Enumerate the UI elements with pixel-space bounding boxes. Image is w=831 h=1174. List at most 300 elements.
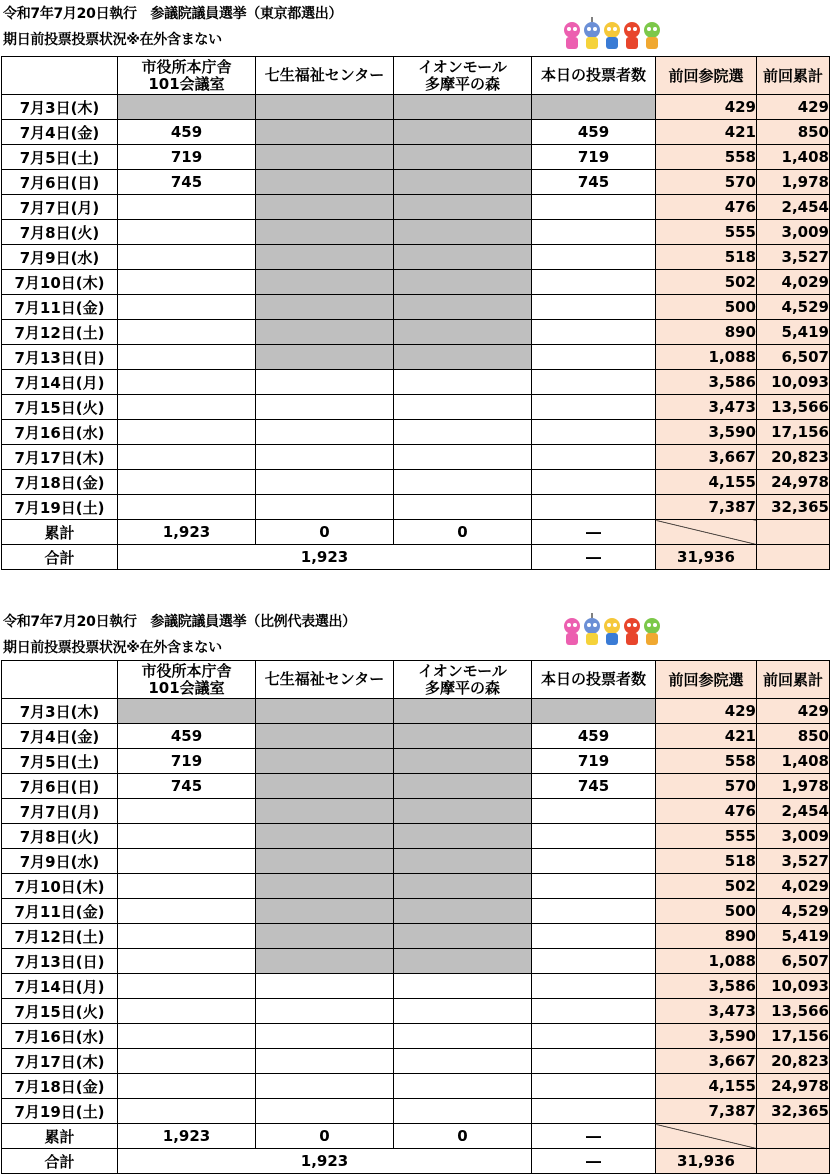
row-prev-election: 3,586: [656, 974, 757, 999]
table-row: [2, 1074, 830, 1099]
row-prev-cumulative: 850: [757, 120, 830, 145]
row-site-city-hall: [118, 1024, 256, 1049]
header-row: [2, 661, 830, 699]
row-site-aeon: [394, 1074, 532, 1099]
header-site-city-hall: [118, 57, 256, 95]
row-site-aeon: [394, 899, 532, 924]
row-site-city-hall: 719: [118, 145, 256, 170]
table-row: [2, 974, 830, 999]
row-site-nanao: [256, 145, 394, 170]
row-prev-cumulative: 32,365: [757, 495, 830, 520]
header-date-blank: [2, 661, 118, 699]
table-row: [2, 95, 830, 120]
table-row: [2, 924, 830, 949]
row-site-nanao: [256, 295, 394, 320]
row-site-city-hall: [118, 1049, 256, 1074]
table-row: [2, 245, 830, 270]
row-prev-cumulative: 3,009: [757, 220, 830, 245]
table-row: [2, 824, 830, 849]
row-date: 7月16日(水): [2, 420, 118, 445]
row-date: 7月18日(金): [2, 470, 118, 495]
row-site-city-hall: [118, 395, 256, 420]
row-prev-election: 558: [656, 749, 757, 774]
row-today-voters: [532, 245, 656, 270]
row-prev-election: 518: [656, 245, 757, 270]
row-prev-cumulative: 24,978: [757, 1074, 830, 1099]
table-row: [2, 949, 830, 974]
section-subtitle: 期日前投票投票状況※在外含まない: [3, 640, 222, 656]
row-site-nanao: [256, 1099, 394, 1124]
row-site-nanao: [256, 245, 394, 270]
section-title: 令和7年7月20日執行 参議院議員選挙（東京都選出）: [3, 6, 343, 22]
row-site-nanao: [256, 949, 394, 974]
header-today-voters: 本日の投票者数: [532, 57, 656, 95]
row-site-city-hall: [118, 699, 256, 724]
table-row: [2, 295, 830, 320]
table-row: [2, 120, 830, 145]
header-site-aeon-line-1: イオンモール: [418, 57, 507, 76]
row-site-aeon: [394, 270, 532, 295]
row-site-city-hall: [118, 849, 256, 874]
row-today-voters: [532, 1024, 656, 1049]
row-date: 7月18日(金): [2, 1074, 118, 1099]
row-prev-election: 502: [656, 270, 757, 295]
row-date: 7月14日(月): [2, 370, 118, 395]
row-site-aeon: [394, 120, 532, 145]
row-date: 7月17日(木): [2, 1049, 118, 1074]
row-today-voters: 745: [532, 170, 656, 195]
row-site-aeon: [394, 195, 532, 220]
row-today-voters: [532, 295, 656, 320]
mascot-green: [644, 618, 660, 645]
row-site-city-hall: 459: [118, 724, 256, 749]
row-site-aeon: [394, 1049, 532, 1074]
row-prev-election: 476: [656, 195, 757, 220]
row-date: 7月17日(木): [2, 445, 118, 470]
row-site-city-hall: [118, 949, 256, 974]
row-site-nanao: [256, 1024, 394, 1049]
row-date: 7月5日(土): [2, 749, 118, 774]
total-row: [2, 1149, 830, 1174]
row-date: 7月15日(火): [2, 395, 118, 420]
row-prev-cumulative: 17,156: [757, 420, 830, 445]
row-today-voters: [532, 320, 656, 345]
row-date: 7月11日(金): [2, 295, 118, 320]
section-title: 令和7年7月20日執行 参議院議員選挙（比例代表選出）: [3, 614, 356, 630]
row-prev-cumulative: 1,408: [757, 749, 830, 774]
row-site-city-hall: [118, 1099, 256, 1124]
row-date: 7月19日(土): [2, 1099, 118, 1124]
table-row: [2, 270, 830, 295]
header-site-city-hall-line-2: 101会議室: [148, 678, 225, 697]
table-row: [2, 320, 830, 345]
header-prev-cumulative: 前回累計: [757, 661, 830, 699]
row-prev-cumulative: 13,566: [757, 395, 830, 420]
row-prev-election: 421: [656, 724, 757, 749]
mascot-illustration: [560, 613, 670, 649]
total-label: 合計: [2, 545, 118, 570]
row-today-voters: 719: [532, 749, 656, 774]
row-site-nanao: [256, 270, 394, 295]
cumulative-prev-cum-blank: [757, 520, 830, 545]
row-site-nanao: [256, 420, 394, 445]
row-date: 7月16日(水): [2, 1024, 118, 1049]
row-prev-election: 570: [656, 170, 757, 195]
row-prev-cumulative: 10,093: [757, 974, 830, 999]
mascot-green: [644, 22, 660, 49]
row-site-city-hall: [118, 345, 256, 370]
cumulative-row: [2, 520, 830, 545]
row-site-aeon: [394, 924, 532, 949]
row-site-city-hall: [118, 495, 256, 520]
cumulative-prev-blank: [656, 1124, 757, 1149]
row-prev-election: 1,088: [656, 345, 757, 370]
row-date: 7月10日(木): [2, 270, 118, 295]
row-date: 7月7日(月): [2, 799, 118, 824]
row-site-aeon: [394, 799, 532, 824]
row-site-aeon: [394, 974, 532, 999]
header-prev-election: 前回参院選: [656, 57, 757, 95]
row-site-city-hall: [118, 420, 256, 445]
row-site-city-hall: [118, 295, 256, 320]
row-prev-election: 429: [656, 699, 757, 724]
row-date: 7月5日(土): [2, 145, 118, 170]
row-site-nanao: [256, 195, 394, 220]
total-prev: 31,936: [656, 1149, 757, 1174]
row-prev-election: 3,586: [656, 370, 757, 395]
row-prev-election: 1,088: [656, 949, 757, 974]
row-site-aeon: [394, 220, 532, 245]
row-prev-cumulative: 4,029: [757, 874, 830, 899]
row-site-nanao: [256, 370, 394, 395]
row-today-voters: [532, 824, 656, 849]
table-row: [2, 470, 830, 495]
row-prev-election: 3,667: [656, 1049, 757, 1074]
row-today-voters: [532, 974, 656, 999]
row-site-aeon: [394, 724, 532, 749]
row-site-city-hall: 745: [118, 170, 256, 195]
row-today-voters: [532, 949, 656, 974]
cumulative-today: ―: [532, 520, 656, 545]
row-site-aeon: [394, 320, 532, 345]
row-date: 7月12日(土): [2, 320, 118, 345]
row-prev-cumulative: 13,566: [757, 999, 830, 1024]
row-site-nanao: [256, 724, 394, 749]
total-row: [2, 545, 830, 570]
table-row: [2, 195, 830, 220]
row-today-voters: [532, 1049, 656, 1074]
row-site-city-hall: 459: [118, 120, 256, 145]
row-prev-cumulative: 429: [757, 699, 830, 724]
cumulative-prev-blank: [656, 520, 757, 545]
row-today-voters: 459: [532, 724, 656, 749]
header-site-city-hall-line-1: 市役所本庁舎: [141, 57, 232, 76]
row-today-voters: 719: [532, 145, 656, 170]
row-site-aeon: [394, 470, 532, 495]
header-today-voters: 本日の投票者数: [532, 661, 656, 699]
mascot-red: [624, 618, 640, 645]
row-site-nanao: [256, 395, 394, 420]
row-today-voters: 745: [532, 774, 656, 799]
row-prev-election: 570: [656, 774, 757, 799]
row-date: 7月3日(木): [2, 95, 118, 120]
table-row: [2, 220, 830, 245]
row-prev-cumulative: 6,507: [757, 345, 830, 370]
row-prev-cumulative: 20,823: [757, 1049, 830, 1074]
table-row: [2, 145, 830, 170]
total-prev: 31,936: [656, 545, 757, 570]
table-row: [2, 1024, 830, 1049]
table-row: [2, 749, 830, 774]
row-site-nanao: [256, 445, 394, 470]
table-row: [2, 445, 830, 470]
row-site-city-hall: [118, 195, 256, 220]
cumulative-label: 累計: [2, 520, 118, 545]
table-row: [2, 849, 830, 874]
row-site-nanao: [256, 824, 394, 849]
row-today-voters: [532, 195, 656, 220]
row-prev-election: 558: [656, 145, 757, 170]
row-prev-election: 518: [656, 849, 757, 874]
row-site-nanao: [256, 999, 394, 1024]
row-today-voters: [532, 470, 656, 495]
section-tokyo: [0, 0, 831, 575]
row-site-city-hall: [118, 445, 256, 470]
row-site-aeon: [394, 874, 532, 899]
row-date: 7月4日(金): [2, 120, 118, 145]
row-site-aeon: [394, 345, 532, 370]
table-row: [2, 1049, 830, 1074]
row-site-aeon: [394, 395, 532, 420]
row-prev-cumulative: 1,408: [757, 145, 830, 170]
row-prev-cumulative: 4,029: [757, 270, 830, 295]
row-site-nanao: [256, 924, 394, 949]
row-date: 7月15日(火): [2, 999, 118, 1024]
row-site-nanao: [256, 95, 394, 120]
row-prev-election: 500: [656, 899, 757, 924]
row-site-city-hall: [118, 320, 256, 345]
row-site-nanao: [256, 899, 394, 924]
total-today: ―: [532, 545, 656, 570]
row-site-nanao: [256, 974, 394, 999]
table-row: [2, 774, 830, 799]
row-date: 7月9日(水): [2, 245, 118, 270]
row-site-nanao: [256, 345, 394, 370]
row-today-voters: [532, 799, 656, 824]
row-prev-cumulative: 1,978: [757, 774, 830, 799]
table-row: [2, 699, 830, 724]
row-prev-cumulative: 1,978: [757, 170, 830, 195]
row-today-voters: [532, 345, 656, 370]
row-today-voters: [532, 220, 656, 245]
row-prev-election: 3,473: [656, 999, 757, 1024]
row-site-nanao: [256, 799, 394, 824]
row-prev-election: 421: [656, 120, 757, 145]
table-row: [2, 420, 830, 445]
row-date: 7月8日(火): [2, 824, 118, 849]
cumulative-site-aeon: 0: [394, 520, 532, 545]
row-site-aeon: [394, 749, 532, 774]
row-site-nanao: [256, 320, 394, 345]
row-prev-cumulative: 3,009: [757, 824, 830, 849]
cumulative-site-nanao: 0: [256, 520, 394, 545]
row-site-nanao: [256, 774, 394, 799]
header-site-city-hall-line-2: 101会議室: [148, 74, 225, 93]
cumulative-site-aeon: 0: [394, 1124, 532, 1149]
row-today-voters: [532, 1099, 656, 1124]
row-today-voters: [532, 95, 656, 120]
row-today-voters: [532, 999, 656, 1024]
row-date: 7月9日(水): [2, 849, 118, 874]
row-site-aeon: [394, 295, 532, 320]
total-prev-cum-blank: [757, 545, 830, 570]
table-row: [2, 370, 830, 395]
header-site-aeon: [394, 57, 532, 95]
row-today-voters: [532, 495, 656, 520]
cumulative-site-city-hall: 1,923: [118, 1124, 256, 1149]
row-prev-cumulative: 4,529: [757, 899, 830, 924]
row-date: 7月6日(日): [2, 170, 118, 195]
row-site-aeon: [394, 849, 532, 874]
row-prev-election: 3,590: [656, 420, 757, 445]
header-prev-cumulative: 前回累計: [757, 57, 830, 95]
row-today-voters: [532, 395, 656, 420]
row-site-aeon: [394, 1099, 532, 1124]
row-site-aeon: [394, 420, 532, 445]
early-voting-table-proportional: [1, 660, 830, 1174]
total-prev-cum-blank: [757, 1149, 830, 1174]
row-today-voters: [532, 445, 656, 470]
section-proportional: [0, 606, 831, 1173]
table-row: [2, 799, 830, 824]
mascot-red: [624, 22, 640, 49]
header-site-nanao: 七生福祉センター: [256, 57, 394, 95]
row-prev-election: 502: [656, 874, 757, 899]
row-date: 7月10日(木): [2, 874, 118, 899]
row-site-nanao: [256, 495, 394, 520]
row-prev-cumulative: 850: [757, 724, 830, 749]
row-site-nanao: [256, 170, 394, 195]
row-site-city-hall: [118, 370, 256, 395]
row-site-city-hall: [118, 1074, 256, 1099]
row-site-city-hall: [118, 924, 256, 949]
row-today-voters: [532, 420, 656, 445]
row-today-voters: [532, 370, 656, 395]
row-prev-election: 890: [656, 320, 757, 345]
header-site-aeon-line-2: 多摩平の森: [424, 678, 500, 697]
row-site-city-hall: 745: [118, 774, 256, 799]
row-site-aeon: [394, 95, 532, 120]
row-prev-cumulative: 32,365: [757, 1099, 830, 1124]
row-today-voters: [532, 270, 656, 295]
row-date: 7月4日(金): [2, 724, 118, 749]
total-today: ―: [532, 1149, 656, 1174]
row-prev-cumulative: 5,419: [757, 924, 830, 949]
row-site-city-hall: [118, 999, 256, 1024]
row-prev-cumulative: 3,527: [757, 245, 830, 270]
mascot-blue: [584, 17, 600, 49]
mascot-blue: [584, 613, 600, 645]
row-today-voters: [532, 899, 656, 924]
row-today-voters: [532, 1074, 656, 1099]
row-site-city-hall: 719: [118, 749, 256, 774]
row-prev-cumulative: 10,093: [757, 370, 830, 395]
row-today-voters: 459: [532, 120, 656, 145]
row-site-city-hall: [118, 95, 256, 120]
table-row: [2, 345, 830, 370]
total-label: 合計: [2, 1149, 118, 1174]
row-prev-cumulative: 2,454: [757, 195, 830, 220]
header-prev-election: 前回参院選: [656, 661, 757, 699]
row-prev-cumulative: 17,156: [757, 1024, 830, 1049]
row-prev-cumulative: 6,507: [757, 949, 830, 974]
cumulative-prev-cum-blank: [757, 1124, 830, 1149]
row-site-nanao: [256, 749, 394, 774]
cumulative-row: [2, 1124, 830, 1149]
cumulative-site-nanao: 0: [256, 1124, 394, 1149]
row-site-aeon: [394, 774, 532, 799]
mascot-yellow: [604, 22, 620, 49]
row-prev-cumulative: 4,529: [757, 295, 830, 320]
header-row: [2, 57, 830, 95]
row-prev-election: 890: [656, 924, 757, 949]
row-prev-election: 7,387: [656, 1099, 757, 1124]
row-site-nanao: [256, 699, 394, 724]
row-prev-election: 555: [656, 824, 757, 849]
header-site-city-hall-line-1: 市役所本庁舎: [141, 661, 232, 680]
row-site-nanao: [256, 220, 394, 245]
row-today-voters: [532, 924, 656, 949]
header-site-city-hall: [118, 661, 256, 699]
total-sites: 1,923: [118, 1149, 532, 1174]
row-site-city-hall: [118, 874, 256, 899]
row-site-aeon: [394, 824, 532, 849]
mascot-pink: [564, 618, 580, 645]
cumulative-label: 累計: [2, 1124, 118, 1149]
row-prev-cumulative: 24,978: [757, 470, 830, 495]
row-site-city-hall: [118, 974, 256, 999]
row-site-city-hall: [118, 799, 256, 824]
row-site-city-hall: [118, 899, 256, 924]
row-site-nanao: [256, 1049, 394, 1074]
table-row: [2, 395, 830, 420]
section-subtitle: 期日前投票投票状況※在外含まない: [3, 32, 222, 48]
row-site-aeon: [394, 170, 532, 195]
row-site-nanao: [256, 849, 394, 874]
table-row: [2, 899, 830, 924]
row-site-aeon: [394, 999, 532, 1024]
row-date: 7月7日(月): [2, 195, 118, 220]
row-site-aeon: [394, 949, 532, 974]
mascot-illustration: [560, 17, 670, 53]
row-prev-election: 555: [656, 220, 757, 245]
header-site-aeon-line-2: 多摩平の森: [424, 74, 500, 93]
row-site-city-hall: [118, 270, 256, 295]
cumulative-site-city-hall: 1,923: [118, 520, 256, 545]
cumulative-today: ―: [532, 1124, 656, 1149]
row-prev-election: 3,667: [656, 445, 757, 470]
row-today-voters: [532, 849, 656, 874]
row-prev-election: 4,155: [656, 1074, 757, 1099]
row-date: 7月14日(月): [2, 974, 118, 999]
header-site-aeon-line-1: イオンモール: [418, 661, 507, 680]
table-row: [2, 724, 830, 749]
row-site-city-hall: [118, 245, 256, 270]
total-sites: 1,923: [118, 545, 532, 570]
row-site-aeon: [394, 370, 532, 395]
row-date: 7月3日(木): [2, 699, 118, 724]
row-prev-cumulative: 20,823: [757, 445, 830, 470]
